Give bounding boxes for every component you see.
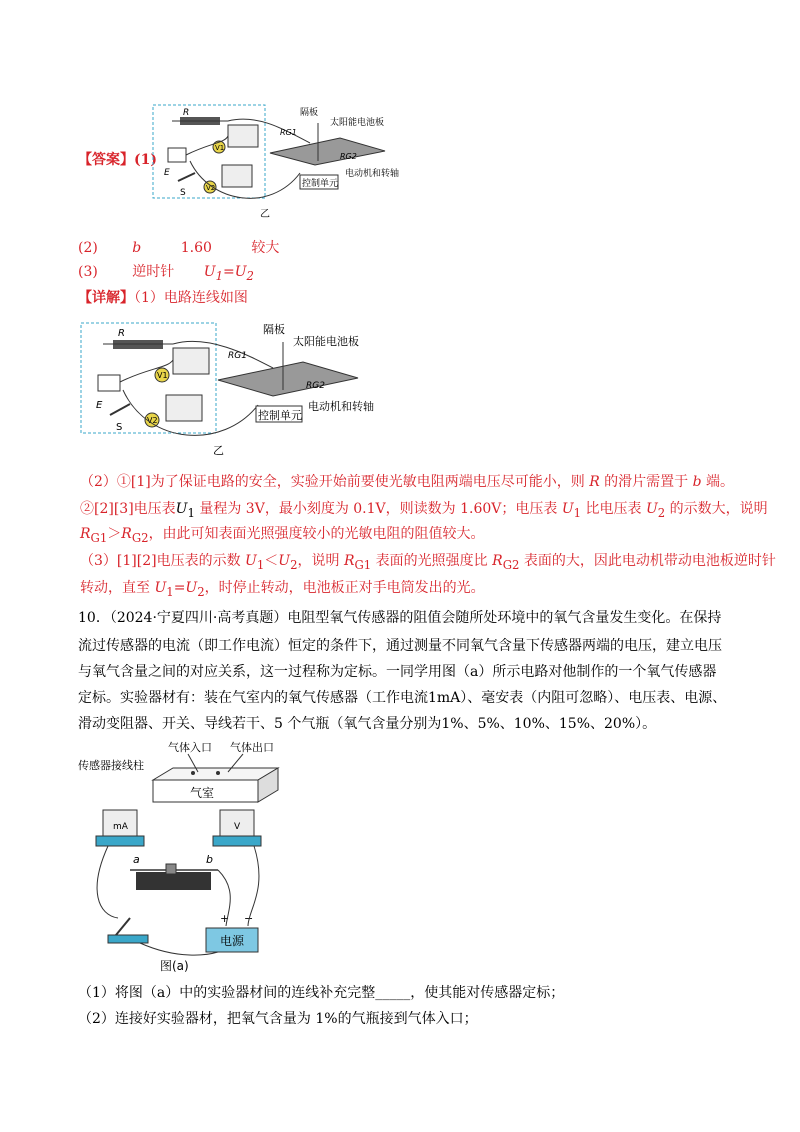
switch-label: S xyxy=(116,422,123,433)
rg2-label: RG2 xyxy=(340,152,357,161)
row-num: (3) xyxy=(78,264,98,280)
power-supply-label: 电源 xyxy=(220,934,245,948)
voltmeter-1 xyxy=(228,125,258,147)
gas-inlet-label: 气体入口 xyxy=(168,741,212,754)
switch-label: S xyxy=(180,188,186,198)
answer-part1-num: (1) xyxy=(134,152,157,168)
solar-panel-label: 太阳能电池板 xyxy=(330,118,385,128)
circuit-figure-detail xyxy=(78,320,378,458)
solar-panel xyxy=(218,362,358,396)
question-line-5: 滑动变阻器、开关、导线若干、5 个气瓶（氧气含量分别为1%、5%、10%、15%、20%）。 xyxy=(78,716,657,732)
control-label: 控制单元 xyxy=(258,409,302,422)
detail-paragraph-6: 转动，直至 $U_1=U_2$，时停止转动，电池板正对手电筒发出的光。 xyxy=(80,580,485,599)
voltmeter-label: V xyxy=(234,822,241,832)
v2-label: V2 xyxy=(206,184,216,192)
milliammeter-label: mA xyxy=(113,822,128,832)
figure-a xyxy=(78,740,318,975)
baffle-label: 隔板 xyxy=(300,108,319,118)
detail-intro: （1）电路连线如图 xyxy=(134,290,248,306)
question-line-2: 流过传感器的电流（即工作电流）恒定的条件下，通过测量不同氧气含量下传感器两端的电压，建立电压 xyxy=(78,638,722,654)
voltmeter-1 xyxy=(173,348,209,374)
v2-label: V2 xyxy=(147,416,158,425)
question-line-4: 定标。实验器材有：装在气室内的氧气传感器（工作电流1mA）、毫安表（内阻可忽略）、电压表、电源、 xyxy=(78,690,727,706)
rheostat xyxy=(136,872,211,890)
answer-value: 逆时针 xyxy=(132,264,175,280)
figure-a-caption: 图(a) xyxy=(160,959,189,973)
circuit-figure-answer xyxy=(150,103,415,225)
negative-terminal: − xyxy=(244,912,254,925)
motor-label: 电动机和转轴 xyxy=(308,400,374,413)
voltmeter-2 xyxy=(166,395,202,421)
answer-tag: 【答案】 xyxy=(78,152,134,168)
sensor-terminal-label: 传感器接线柱 xyxy=(78,759,144,772)
question-line-1: 10．（2024·宁夏四川·高考真题）电阻型氧气传感器的阻值会随所处环境中的氧气含量发生变化。在保持 xyxy=(78,610,722,626)
switch xyxy=(108,935,148,943)
answer-value: $U_1=U_2$ xyxy=(203,264,254,283)
control-label: 控制单元 xyxy=(302,179,339,189)
answer-label xyxy=(78,150,157,170)
terminal-b-label: b xyxy=(206,853,213,866)
answer-value: 较大 xyxy=(251,240,280,256)
voltmeter-2 xyxy=(222,165,252,187)
detail-paragraph-5: （3）[1][2]电压表的示数 $U_1<U_2$，说明 $R_{G1}$ 表面的光照强度比 $R_{G2}$ 表面的大，因此电动机带动电池板逆时针 xyxy=(80,553,776,572)
v1-label: V1 xyxy=(157,371,168,380)
solar-panel-label: 太阳能电池板 xyxy=(293,335,359,348)
terminal-a-label: a xyxy=(133,853,140,866)
sub-question-2: （2）连接好实验器材，把氧气含量为 1%的气瓶接到气体入口； xyxy=(78,1011,478,1027)
battery xyxy=(98,375,120,391)
switch xyxy=(110,404,130,415)
detail-paragraph-4: $R_{G1}>R_{G2}$，由此可知表面光照强度较小的光敏电阻的阻值较大。 xyxy=(80,526,485,545)
question-line-3: 与氧气含量之间的对应关系，这一过程称为定标。一同学用图（a）所示电路对他制作的一个氧气传感器 xyxy=(78,664,717,680)
answer-row-3 xyxy=(78,262,254,286)
rheostat-label: R xyxy=(183,108,190,118)
answer-value: b xyxy=(132,240,142,256)
answer-value: 1.60 xyxy=(180,240,212,256)
figure-caption: 乙 xyxy=(260,209,270,220)
answer-row-2 xyxy=(78,238,279,258)
row-num: (2) xyxy=(78,240,98,256)
v1-label: V1 xyxy=(215,144,225,152)
detail-paragraph-2: （2）①[1]为了保证电路的安全，实验开始前要使光敏电阻两端电压尽可能小，则 R 的滑片需置于 b 端。 xyxy=(80,474,735,490)
switch xyxy=(178,173,195,181)
sub-question-1: （1）将图（a）中的实验器材间的连线补充完整_____，使其能对传感器定标； xyxy=(78,985,565,1001)
detail-heading xyxy=(78,288,248,308)
rheostat-label: R xyxy=(118,328,125,339)
solar-panel xyxy=(270,138,385,165)
baffle-label: 隔板 xyxy=(263,323,285,336)
battery xyxy=(168,148,186,162)
gas-chamber-label: 气室 xyxy=(190,786,215,800)
rg1-label: RG1 xyxy=(228,351,247,361)
positive-terminal: + xyxy=(220,912,230,925)
rg1-label: RG1 xyxy=(280,128,297,137)
battery-label: E xyxy=(96,400,103,411)
detail-paragraph-3: ②[2][3]电压表$U_1$ 量程为 3V，最小刻度为 0.1V，则读数为 1.60V；电压表 $U_1$ 比电压表 $U_2$ 的示数大，说明 xyxy=(80,501,768,520)
rg2-label: RG2 xyxy=(306,381,325,391)
battery-label: E xyxy=(164,168,170,178)
motor-label: 电动机和转轴 xyxy=(345,169,400,179)
figure-caption: 乙 xyxy=(213,444,224,457)
gas-outlet-label: 气体出口 xyxy=(230,741,274,754)
detail-tag: 【详解】 xyxy=(78,290,134,306)
